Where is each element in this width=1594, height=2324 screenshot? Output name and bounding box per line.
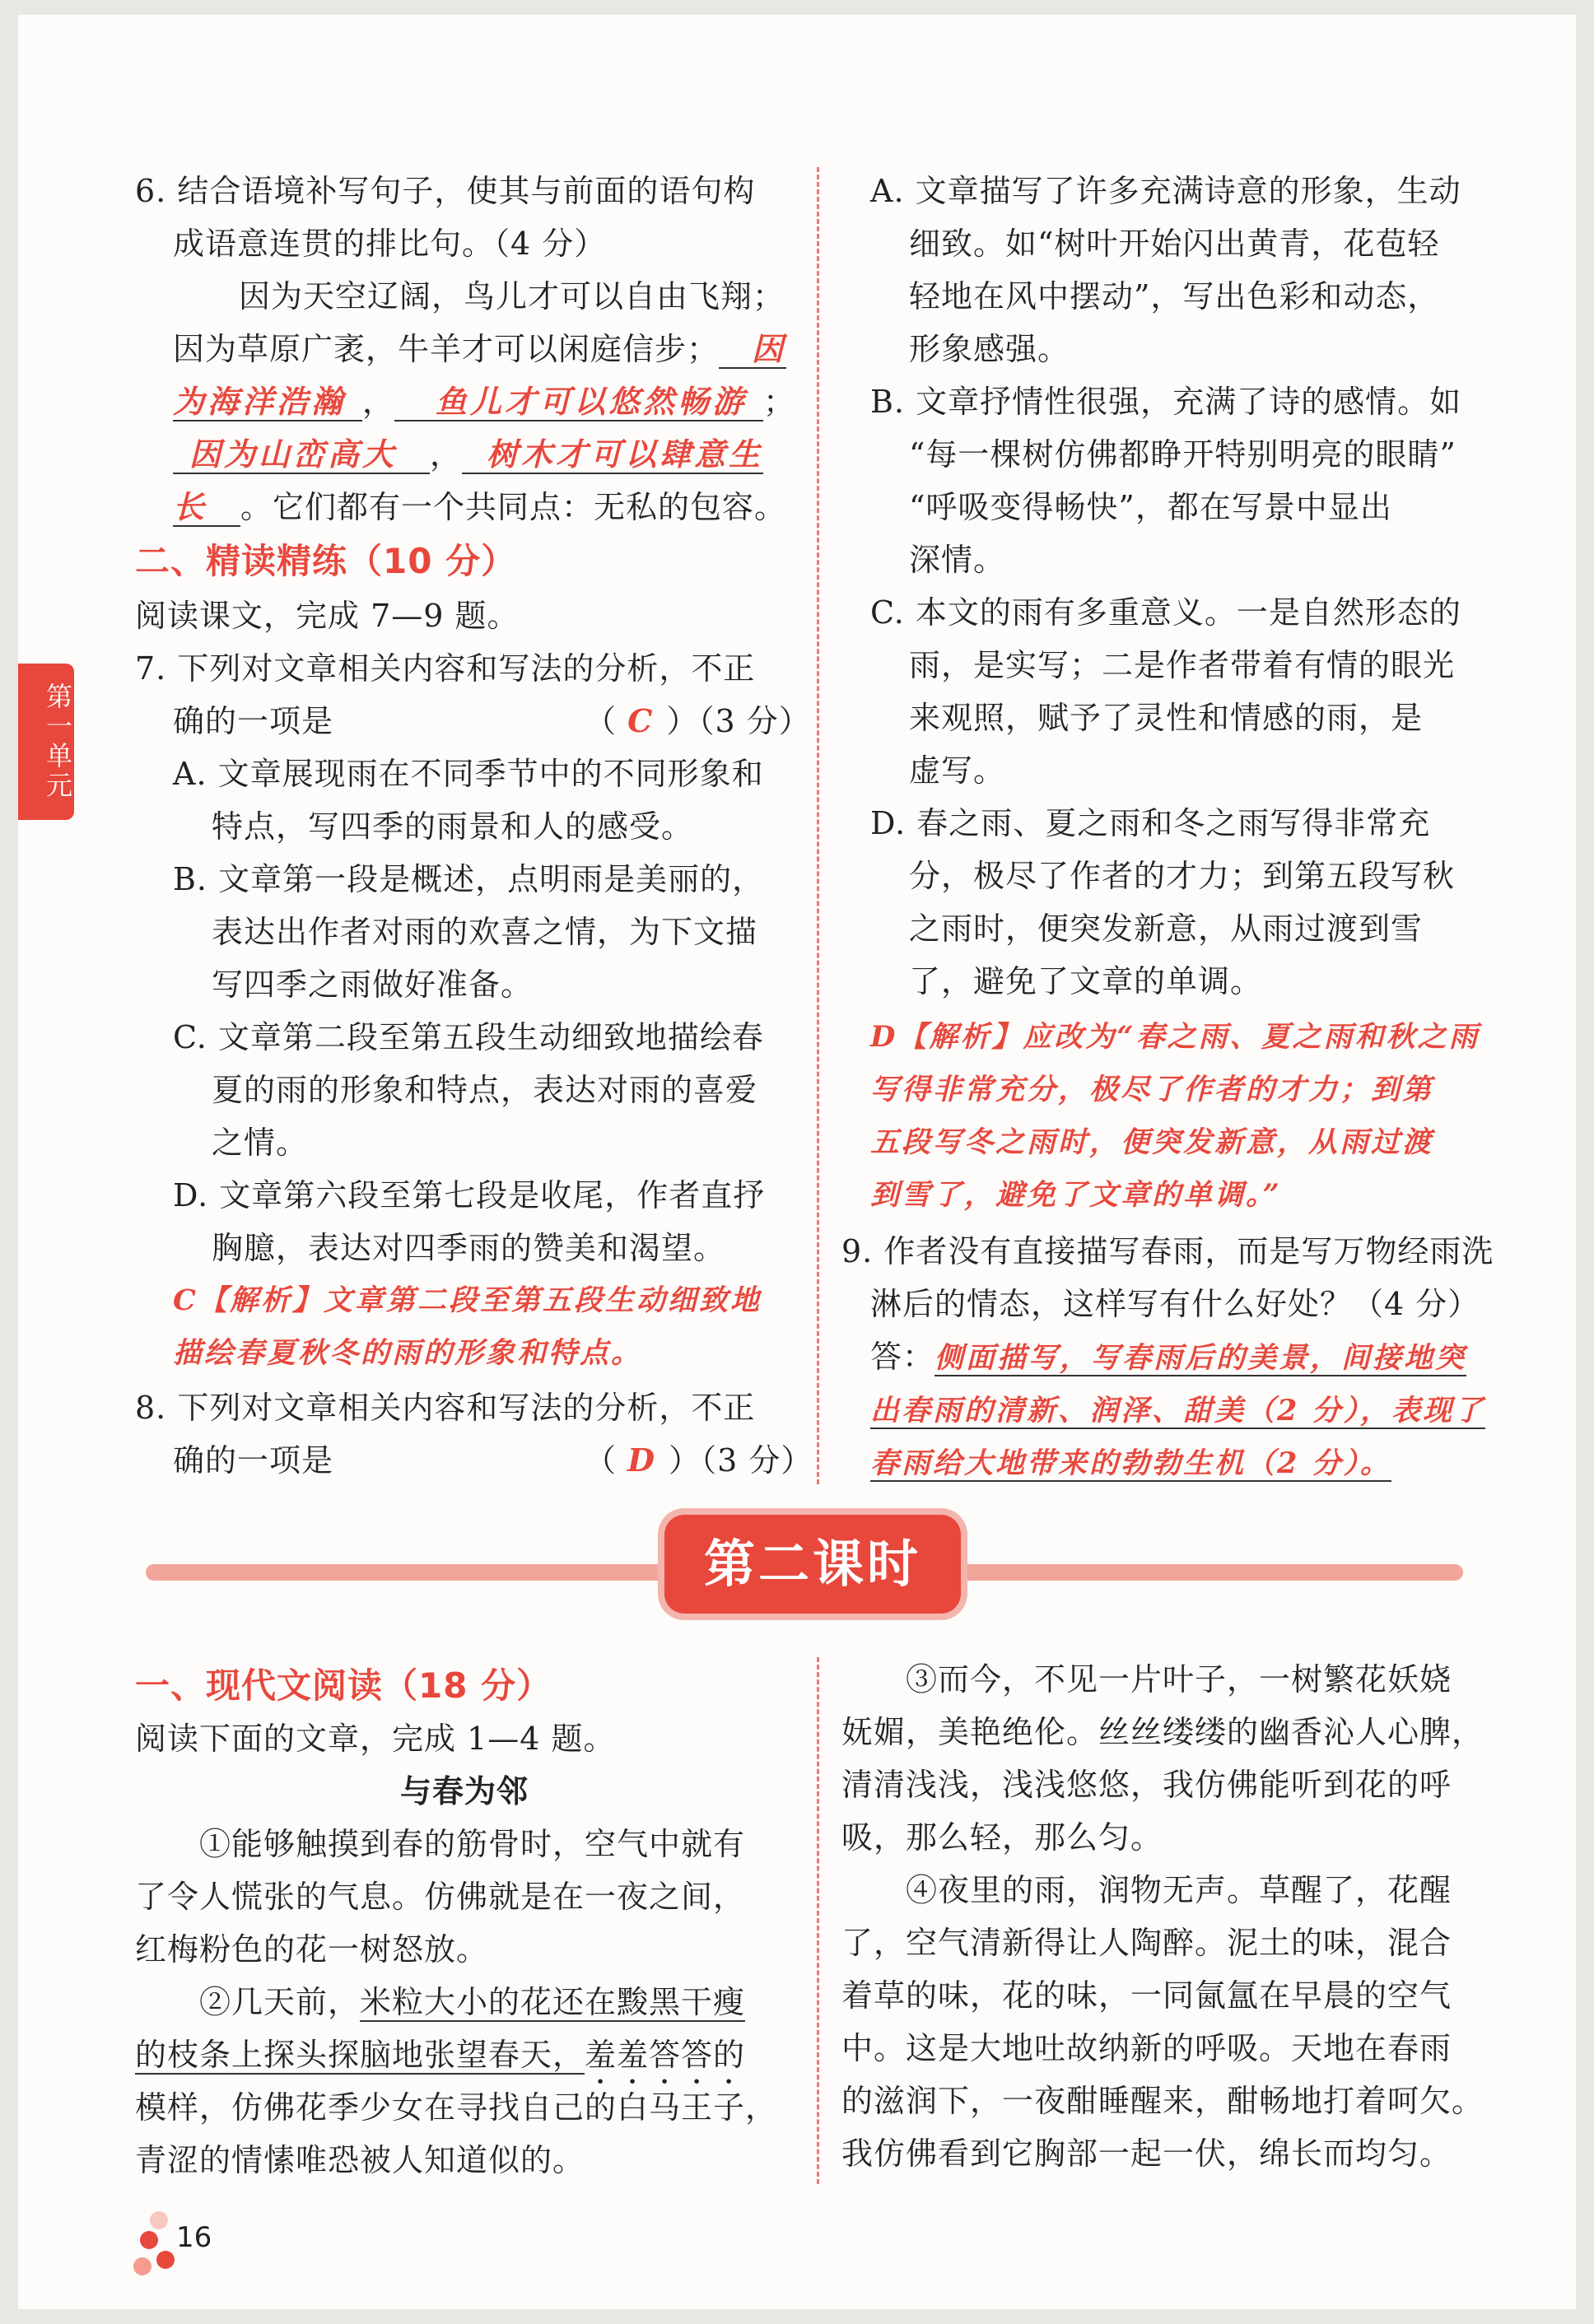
q8-option-c1: C. 本文的雨有多重意义。一是自然形态的	[870, 594, 1461, 631]
q8-explanation4: 到雪了，避免了文章的单调。”	[870, 1178, 1282, 1212]
decor-dot	[140, 2231, 158, 2249]
passage-p3-line4: 吸，那么轻，那么匀。	[841, 1819, 1163, 1856]
q8-option-b1: B. 文章抒情性很强，充满了诗的感情。如	[870, 384, 1462, 420]
workbook-page	[18, 15, 1576, 2309]
section-heading-2: 二、精读精练（10 分）	[135, 541, 517, 581]
q8-option-b3: “呼吸变得畅快”，都在写景中显出	[909, 489, 1392, 525]
q6-answer-a: 因	[719, 330, 786, 369]
q8-option-a1: A. 文章描写了许多充满诗意的形象，生动	[870, 173, 1461, 209]
lesson-title: 第二课时	[664, 1515, 961, 1614]
q8-option-a2: 细致。如“树叶开始闪出黄青，花苞轻	[909, 226, 1440, 262]
q8-option-d4: 了，避免了文章的单调。	[909, 963, 1263, 999]
page-number: 16	[176, 2221, 212, 2254]
q6-answer-c: 鱼儿才可以悠然畅游	[394, 383, 763, 421]
q7-option-d2: 胸臆，表达对四季雨的赞美和渴望。	[212, 1230, 726, 1266]
passage-p4-line3: 着草的味，花的味，一同氤氲在早晨的空气	[841, 1977, 1452, 2014]
q6-answer-b: 为海洋浩瀚	[173, 383, 362, 421]
q8-line2: 确的一项是	[173, 1442, 334, 1479]
q6-line6: 因为山峦高大 ， 树木才可以肆意生	[173, 428, 763, 481]
q7-option-b2: 表达出作者对雨的欢喜之情，为下文描	[212, 914, 758, 950]
q7-option-b1: B. 文章第一段是概述，点明雨是美丽的，	[173, 861, 765, 897]
q6-line7: 长 。它们都有一个共同点：无私的包容。	[173, 488, 787, 525]
q7-line1: 7. 下列对文章相关内容和写法的分析，不正	[135, 650, 756, 687]
passage-p4-line5: 的滋润下，一夜酣睡醒来，酣畅地打着呵欠。	[841, 2083, 1484, 2119]
underlined-phrase-2: 的枝条上探头探脑地张望春天，	[135, 2037, 585, 2073]
section-heading-1: 一、现代文阅读（18 分）	[135, 1665, 552, 1706]
passage-p3-line3: 清清浅浅，浅浅悠悠，我仿佛能听到花的呼	[841, 1767, 1452, 1803]
q6-line2: 成语意连贯的排比句。（4 分）	[173, 226, 607, 262]
q8-answer-letter: D	[627, 1441, 659, 1479]
q6-line1: 6. 结合语境补写句子，使其与前面的语句构	[135, 173, 756, 209]
q9-answer-line3	[870, 1436, 1391, 1490]
q6-line5: 为海洋浩瀚 ， 鱼儿才可以悠然畅游 ；	[173, 383, 796, 420]
underlined-phrase-1: 米粒大小的花还在黢黑干瘦	[360, 1984, 746, 2020]
q6-line4: 因为草原广袤，牛羊才可以闲庭信步； 因	[173, 330, 787, 367]
q8-option-c4: 虚写。	[909, 752, 1006, 789]
q7-option-c3: 之情。	[212, 1125, 309, 1161]
passage-p1-line2: 了令人慌张的气息。仿佛就是在一夜之间，	[135, 1879, 746, 1915]
q8-option-d2: 分，极尽了作者的才力；到第五段写秋	[909, 858, 1456, 894]
q8-explanation2: 写得非常充分，极尽了作者的才力；到第	[870, 1073, 1434, 1106]
passage-p3-line2: 妩媚，美艳绝伦。丝丝缕缕的幽香沁人心脾，	[841, 1714, 1484, 1750]
q6-answer-f: 长	[173, 488, 240, 527]
passage-instruction: 阅读下面的文章，完成 1—4 题。	[135, 1721, 616, 1757]
passage-p4-line6: 我仿佛看到它胸部一起一伏，绵长而均匀。	[841, 2135, 1452, 2172]
q8-line1: 8. 下列对文章相关内容和写法的分析，不正	[135, 1390, 756, 1426]
q8-option-b4: 深情。	[909, 542, 1006, 578]
passage-p2-line4: 青涩的情愫唯恐被人知道似的。	[135, 2142, 585, 2178]
q7-answer-letter: C	[627, 702, 656, 739]
decor-dot	[150, 2211, 168, 2229]
decor-dot	[156, 2251, 175, 2269]
decor-dot	[133, 2257, 151, 2275]
passage-p2-line3: 模样，仿佛花季少女在寻找自己的白马王子，	[135, 2089, 778, 2126]
q8-option-d3: 之雨时，便突发新意，从雨过渡到雪	[909, 911, 1424, 947]
q7-explanation2: 描绘春夏秋冬的雨的形象和特点。	[173, 1336, 643, 1370]
q7-answer: （ C ）（3 分）	[585, 702, 811, 739]
dotted-phrase: 羞羞答答的	[585, 2037, 746, 2073]
q8-option-a4: 形象感强。	[909, 331, 1070, 367]
q7-option-b3: 写四季之雨做好准备。	[212, 966, 534, 1003]
q8-explanation3: 五段写冬之雨时，便突发新意，从雨过渡	[870, 1125, 1434, 1159]
column-divider-top	[817, 167, 819, 1484]
passage-title: 与春为邻	[400, 1773, 529, 1809]
unit-tab: 第一单元	[18, 664, 74, 820]
q7-option-a2: 特点，写四季的雨景和人的感受。	[212, 808, 694, 845]
passage-p1-line1: ①能够触摸到春的筋骨时，空气中就有	[199, 1826, 746, 1862]
reading-instruction: 阅读课文，完成 7—9 题。	[135, 598, 520, 634]
q8-option-d1: D. 春之雨、夏之雨和冬之雨写得非常充	[870, 805, 1431, 841]
q8-answer: （ D ）（3 分）	[585, 1441, 813, 1479]
q9-answer-line1: 答：侧面描写，写春雨后的美景，间接地突	[870, 1339, 1467, 1375]
q6-line3: 因为天空辽阔，鸟儿才可以自由飞翔；	[239, 278, 785, 314]
passage-p4-line1: ④夜里的雨，润物无声。草醒了，花醒	[906, 1872, 1452, 1908]
passage-p2-line1: ②几天前，米粒大小的花还在黢黑干瘦	[199, 1984, 746, 2020]
q8-option-b2: “每一棵树仿佛都睁开特别明亮的眼睛”	[909, 436, 1457, 473]
passage-p3-line1: ③而今，不见一片叶子，一树繁花妖娆	[906, 1661, 1452, 1698]
q9-answer-line2	[870, 1383, 1485, 1437]
q7-option-a1: A. 文章展现雨在不同季节中的不同形象和	[173, 756, 764, 792]
q8-option-a3: 轻地在风中摆动”，写出色彩和动态，	[909, 278, 1440, 314]
q9-answer-text3: 春雨给大地带来的勃勃生机（2 分）。	[870, 1446, 1392, 1480]
q8-option-c3: 来观照，赋予了灵性和情感的雨，是	[909, 700, 1424, 736]
q7-explanation1: C【解析】文章第二段至第五段生动细致地	[173, 1283, 762, 1317]
passage-p4-line2: 了，空气清新得让人陶醉。泥土的味，混合	[841, 1925, 1452, 1961]
q7-option-c2: 夏的雨的形象和特点，表达对雨的喜爱	[212, 1072, 758, 1108]
q6-answer-e: 树木才可以肆意生	[462, 435, 763, 474]
passage-p4-line4: 中。这是大地吐故纳新的呼吸。天地在春雨	[841, 2030, 1452, 2066]
q9-line1: 9. 作者没有直接描写春雨，而是写万物经雨洗	[841, 1233, 1494, 1269]
q7-option-d1: D. 文章第六段至第七段是收尾，作者直抒	[173, 1177, 766, 1213]
q9-answer-text1: 侧面描写，写春雨后的美景，间接地突	[934, 1341, 1467, 1375]
q7-line2: 确的一项是	[173, 703, 334, 739]
q9-answer-text2: 出春雨的清新、润泽、甜美（2 分），表现了	[870, 1394, 1486, 1427]
q8-explanation1: D【解析】应改为“春之雨、夏之雨和秋之雨	[870, 1020, 1480, 1054]
q9-line2: 淋后的情态，这样写有什么好处？（4 分）	[870, 1286, 1480, 1322]
q8-option-c2: 雨，是实写；二是作者带着有情的眼光	[909, 647, 1456, 683]
column-divider-bottom	[817, 1657, 819, 2184]
passage-p1-line3: 红梅粉色的花一树怒放。	[135, 1931, 489, 1968]
q6-answer-d: 因为山峦高大	[173, 435, 430, 474]
q7-option-c1: C. 文章第二段至第五段生动细致地描绘春	[173, 1019, 764, 1055]
